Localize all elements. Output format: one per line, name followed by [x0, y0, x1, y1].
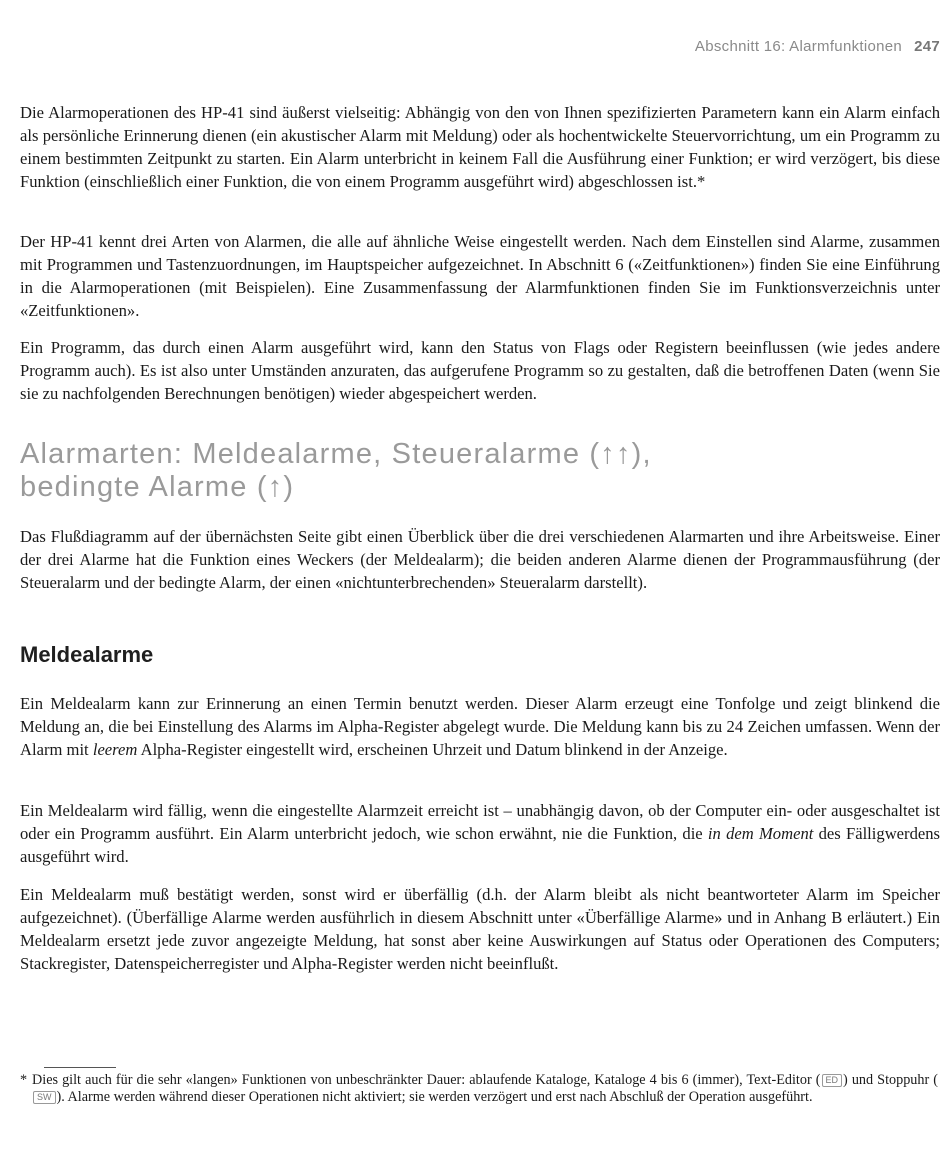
footnote-text: Dies gilt auch für die sehr «langen» Funktionen von unbeschränkter Dauer: ablaufende Kataloge, Kataloge 4 bis 6 (immer), Text-Editor ( [32, 1072, 821, 1088]
paragraph-text: Die Alarmoperationen des HP-41 sind äußerst vielseitig: Abhängig von den von Ihnen spezifizierten Parametern kann ein Alarm einfach als persönliche Erinnerung dienen (ein akustischer Alarm mit Meldung) oder als hochentwickelte Steuervorrichtung, um ein Programm zu einem bestimmten Zeitpunkt zu starten. Ein Alarm unterbricht in keinem Fall die Ausführung einer Funktion; er wird verzögert, bis diese Funktion (einschließlich einer Funktion, die von einem Programm ausgeführt wird) abgeschlossen ist.* [20, 103, 940, 191]
ed-key-icon: ED [822, 1074, 843, 1087]
footnote [20, 1072, 939, 1106]
footnote-text: ) und Stoppuhr ( [843, 1072, 939, 1088]
subheading-meldealarme: Meldealarme [20, 642, 154, 667]
emphasis-text: leerem [92, 740, 138, 759]
footnote-marker: * [20, 1072, 28, 1088]
flowchart-overview-paragraph [20, 525, 940, 594]
sw-key-icon: SW [33, 1091, 56, 1104]
running-head [695, 38, 940, 55]
paragraph-text [20, 799, 940, 868]
footnote-text: ). Alarme werden während dieser Operationen nicht aktiviert; sie werden verzögert und erst nach Abschluß der Operation ausgeführt. [56, 1089, 813, 1105]
alarm-types-paragraph [20, 230, 940, 322]
meldealarm-due-paragraph [20, 799, 940, 868]
paragraph-text: Das Flußdiagramm auf der übernächsten Seite gibt einen Überblick über die drei verschiedenen Alarmarten und ihre Arbeitsweise. Einer der drei Alarme hat die Funktion eines Weckers (der Meldealarm); die beiden anderen Alarme dienen der Programmausführung (der Steueralarm und der bedingte Alarm, der einen «nichtunterbrechenden» Steueralarm darstellt). [20, 527, 940, 592]
meldealarm-intro-paragraph [20, 692, 940, 761]
intro-paragraph [20, 101, 940, 193]
text-run: Alpha-Register eingestellt wird, erscheinen Uhrzeit und Datum blinkend in der Anzeige. [137, 740, 728, 759]
paragraph-text: Ein Programm, das durch einen Alarm ausgeführt wird, kann den Status von Flags oder Registern beeinflussen (wie jedes andere Programm auch). Es ist also unter Umständen anzuraten, das aufgerufene Programm so zu gestalten, daß die betroffenen Daten (wenn Sie sie zu nachfolgenden Berechnungen benötigen) wieder abgespeichert werden. [20, 338, 940, 403]
footnote-divider [44, 1067, 116, 1068]
section-heading-alarmarten [20, 438, 920, 504]
text-run: des Fälligwerdens ausgeführt wird. [20, 824, 940, 866]
text-run: Ein Meldealarm kann zur Erinnerung an einen Termin benutzt werden. Dieser Alarm erzeugt eine Tonfolge und zeigt blinkend die Meldung an, die bei Einstellung des Alarms im Alpha-Register abgelegt wurde. Die Meldung kann bis zu 24 Zeichen umfassen. Wenn der Alarm mit [20, 694, 940, 759]
paragraph-text: Ein Meldealarm muß bestätigt werden, sonst wird er überfällig (d.h. der Alarm bleibt als nicht beantworteter Alarm im Speicher aufgezeichnet). (Überfällige Alarme werden ausführlich in diesem Abschnitt unter «Überfällige Alarme» und in Anhang B erläutert.) Ein Meldealarm ersetzt jede zuvor angezeigte Meldung, hat sonst aber keine Auswirkungen auf Status oder Operationen des Computers; Stackregister, Datenspeicherregister und Alpha-Register werden nicht beeinflußt. [20, 885, 940, 973]
meldealarm-confirm-paragraph [20, 883, 940, 975]
paragraph-text [20, 692, 940, 761]
text-run: Ein Meldealarm wird fällig, wenn die eingestellte Alarmzeit erreicht ist – unabhängig davon, ob der Computer ein- oder ausgeschaltet ist oder ein Programm ausführt. Ein Alarm unterbricht jedoch, wie schon erwähnt, nie die Funktion, die [20, 801, 940, 843]
heading-line-1: Alarmarten: Meldealarme, Steueralarme (↑↑), [20, 438, 652, 470]
heading-line-2: bedingte Alarme (↑) [20, 471, 295, 503]
section-title: Abschnitt 16: Alarmfunktionen [694, 38, 903, 55]
program-status-paragraph [20, 336, 940, 405]
paragraph-text: Der HP-41 kennt drei Arten von Alarmen, die alle auf ähnliche Weise eingestellt werden. Nach dem Einstellen sind Alarme, zusammen mit Programmen und Tastenzuordnungen, im Hauptspeicher aufgezeichnet. In Abschnitt 6 («Zeitfunktionen») finden Sie eine Einführung in die Alarmoperationen (mit Beispielen). Eine Zusammenfassung der Alarmfunktionen finden Sie im Funktionsverzeichnis unter «Zeitfunktionen». [20, 232, 940, 320]
emphasis-text: in dem Moment [707, 824, 814, 843]
page-number: 247 [914, 38, 940, 55]
